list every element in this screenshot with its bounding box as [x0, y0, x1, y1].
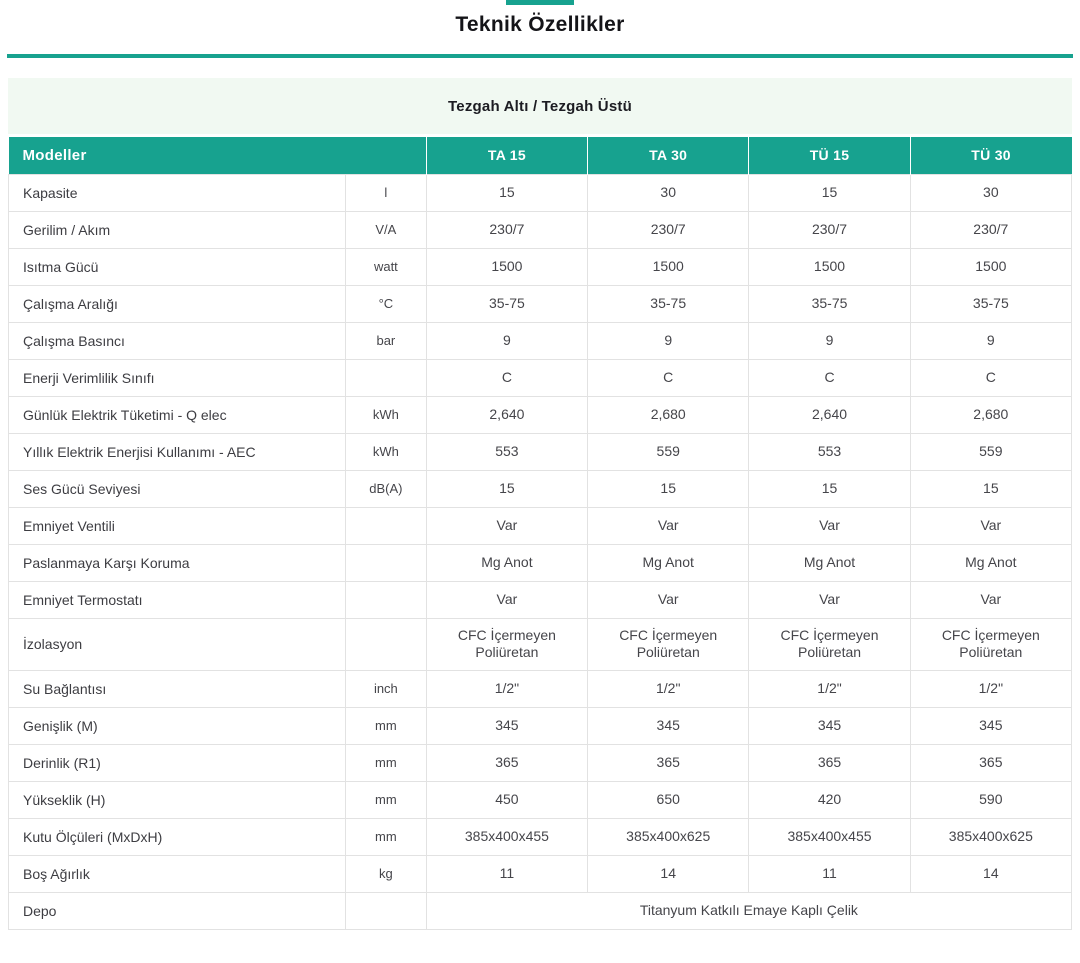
spec-label: Emniyet Termostatı — [9, 581, 346, 618]
spec-value: 9 — [426, 322, 587, 359]
table-row — [9, 470, 1072, 507]
spec-unit: dB(A) — [345, 470, 426, 507]
spec-value: 2,680 — [588, 396, 749, 433]
spec-value: 30 — [910, 174, 1071, 211]
spec-label: Yükseklik (H) — [9, 781, 346, 818]
column-header-modeller: Modeller — [9, 137, 427, 174]
spec-value: Var — [749, 581, 910, 618]
column-header-ta-15: TA 15 — [426, 137, 587, 174]
spec-value: 15 — [749, 174, 910, 211]
spec-value: 230/7 — [588, 211, 749, 248]
spec-value: 11 — [426, 855, 587, 892]
spec-unit — [345, 507, 426, 544]
spec-value: 345 — [588, 707, 749, 744]
spec-value: 14 — [588, 855, 749, 892]
table-header-row — [9, 137, 1072, 174]
title-accent-bar — [506, 0, 574, 5]
spec-value: 11 — [749, 855, 910, 892]
spec-value: 385x400x455 — [426, 818, 587, 855]
spec-label: Çalışma Basıncı — [9, 322, 346, 359]
spec-label: Kutu Ölçüleri (MxDxH) — [9, 818, 346, 855]
spec-unit — [345, 359, 426, 396]
table-row — [9, 744, 1072, 781]
spec-value: CFC İçermeyen Poliüretan — [426, 618, 587, 670]
spec-label: Derinlik (R1) — [9, 744, 346, 781]
spec-label: Emniyet Ventili — [9, 507, 346, 544]
spec-unit: kWh — [345, 396, 426, 433]
spec-value: 650 — [588, 781, 749, 818]
spec-value: 230/7 — [910, 211, 1071, 248]
spec-unit: °C — [345, 285, 426, 322]
spec-label: Genişlik (M) — [9, 707, 346, 744]
spec-value: 385x400x625 — [588, 818, 749, 855]
spec-value: Var — [426, 581, 587, 618]
spec-value: 15 — [426, 174, 587, 211]
spec-value: 230/7 — [749, 211, 910, 248]
spec-unit: mm — [345, 707, 426, 744]
table-row — [9, 781, 1072, 818]
spec-unit — [345, 581, 426, 618]
spec-value: C — [588, 359, 749, 396]
spec-value: 2,640 — [749, 396, 910, 433]
table-row — [9, 359, 1072, 396]
spec-value: Var — [588, 507, 749, 544]
spec-label: Gerilim / Akım — [9, 211, 346, 248]
spec-value: 559 — [910, 433, 1071, 470]
spec-value: 15 — [749, 470, 910, 507]
spec-value: 35-75 — [588, 285, 749, 322]
table-row — [9, 581, 1072, 618]
table-row — [9, 507, 1072, 544]
spec-value: Mg Anot — [910, 544, 1071, 581]
table-row — [9, 670, 1072, 707]
spec-section — [8, 78, 1072, 930]
table-row — [9, 618, 1072, 670]
spec-value: Mg Anot — [749, 544, 910, 581]
column-header-tu-15: TÜ 15 — [749, 137, 910, 174]
spec-unit: V/A — [345, 211, 426, 248]
spec-value: 420 — [749, 781, 910, 818]
table-row — [9, 892, 1072, 929]
spec-unit: watt — [345, 248, 426, 285]
masthead — [0, 0, 1080, 37]
spec-value: Var — [910, 581, 1071, 618]
section-divider — [7, 54, 1073, 58]
spec-value: 35-75 — [910, 285, 1071, 322]
spec-value: 365 — [910, 744, 1071, 781]
spec-value: 1500 — [426, 248, 587, 285]
spec-value: CFC İçermeyen Poliüretan — [749, 618, 910, 670]
table-row — [9, 396, 1072, 433]
spec-unit: mm — [345, 781, 426, 818]
table-row — [9, 322, 1072, 359]
spec-unit: l — [345, 174, 426, 211]
spec-value: 385x400x455 — [749, 818, 910, 855]
spec-value: 1/2" — [910, 670, 1071, 707]
spec-label: Yıllık Elektrik Enerjisi Kullanımı - AEC — [9, 433, 346, 470]
spec-label: İzolasyon — [9, 618, 346, 670]
table-row — [9, 174, 1072, 211]
spec-label: Enerji Verimlilik Sınıfı — [9, 359, 346, 396]
column-header-ta-30: TA 30 — [588, 137, 749, 174]
spec-value: 1/2" — [588, 670, 749, 707]
table-group-header: Tezgah Altı / Tezgah Üstü — [8, 78, 1072, 134]
spec-value: 9 — [749, 322, 910, 359]
spec-value: CFC İçermeyen Poliüretan — [588, 618, 749, 670]
page-title: Teknik Özellikler — [455, 13, 625, 36]
spec-value: 30 — [588, 174, 749, 211]
spec-value: 35-75 — [426, 285, 587, 322]
spec-value: Var — [910, 507, 1071, 544]
spec-value: 385x400x625 — [910, 818, 1071, 855]
spec-value: C — [910, 359, 1071, 396]
spec-value: 365 — [426, 744, 587, 781]
spec-unit — [345, 618, 426, 670]
spec-value: 1500 — [749, 248, 910, 285]
spec-value: 590 — [910, 781, 1071, 818]
spec-value: Var — [426, 507, 587, 544]
spec-value: 365 — [588, 744, 749, 781]
table-row — [9, 211, 1072, 248]
spec-value: 553 — [426, 433, 587, 470]
spec-value: 345 — [910, 707, 1071, 744]
spec-unit — [345, 544, 426, 581]
spec-value: 2,680 — [910, 396, 1071, 433]
spec-value: Var — [588, 581, 749, 618]
spec-value: 14 — [910, 855, 1071, 892]
spec-unit: kWh — [345, 433, 426, 470]
table-row — [9, 248, 1072, 285]
spec-unit: inch — [345, 670, 426, 707]
spec-value: 15 — [910, 470, 1071, 507]
spec-value: 230/7 — [426, 211, 587, 248]
spec-value: 1/2" — [426, 670, 587, 707]
spec-value: C — [426, 359, 587, 396]
table-row — [9, 433, 1072, 470]
spec-unit: mm — [345, 818, 426, 855]
spec-table — [8, 137, 1072, 930]
spec-value: 15 — [426, 470, 587, 507]
table-row — [9, 544, 1072, 581]
spec-unit: bar — [345, 322, 426, 359]
table-row — [9, 818, 1072, 855]
spec-label: Isıtma Gücü — [9, 248, 346, 285]
spec-value: 559 — [588, 433, 749, 470]
spec-value: 1/2" — [749, 670, 910, 707]
spec-value-span: Titanyum Katkılı Emaye Kaplı Çelik — [426, 892, 1071, 929]
spec-value: CFC İçermeyen Poliüretan — [910, 618, 1071, 670]
table-row — [9, 285, 1072, 322]
spec-unit: mm — [345, 744, 426, 781]
spec-value: 9 — [588, 322, 749, 359]
table-row — [9, 855, 1072, 892]
spec-value: C — [749, 359, 910, 396]
spec-value: 35-75 — [749, 285, 910, 322]
spec-value: Var — [749, 507, 910, 544]
column-header-tu-30: TÜ 30 — [910, 137, 1071, 174]
spec-value: 2,640 — [426, 396, 587, 433]
spec-value: Mg Anot — [426, 544, 587, 581]
spec-label: Boş Ağırlık — [9, 855, 346, 892]
spec-value: 15 — [588, 470, 749, 507]
spec-value: 345 — [426, 707, 587, 744]
spec-value: 9 — [910, 322, 1071, 359]
spec-unit: kg — [345, 855, 426, 892]
spec-label: Paslanmaya Karşı Koruma — [9, 544, 346, 581]
table-row — [9, 707, 1072, 744]
spec-label: Su Bağlantısı — [9, 670, 346, 707]
spec-label: Çalışma Aralığı — [9, 285, 346, 322]
spec-label: Depo — [9, 892, 346, 929]
spec-value: Mg Anot — [588, 544, 749, 581]
spec-unit — [345, 892, 426, 929]
spec-value: 1500 — [588, 248, 749, 285]
spec-value: 553 — [749, 433, 910, 470]
spec-label: Günlük Elektrik Tüketimi - Q elec — [9, 396, 346, 433]
spec-value: 1500 — [910, 248, 1071, 285]
spec-value: 450 — [426, 781, 587, 818]
spec-label: Ses Gücü Seviyesi — [9, 470, 346, 507]
spec-value: 365 — [749, 744, 910, 781]
spec-value: 345 — [749, 707, 910, 744]
spec-label: Kapasite — [9, 174, 346, 211]
